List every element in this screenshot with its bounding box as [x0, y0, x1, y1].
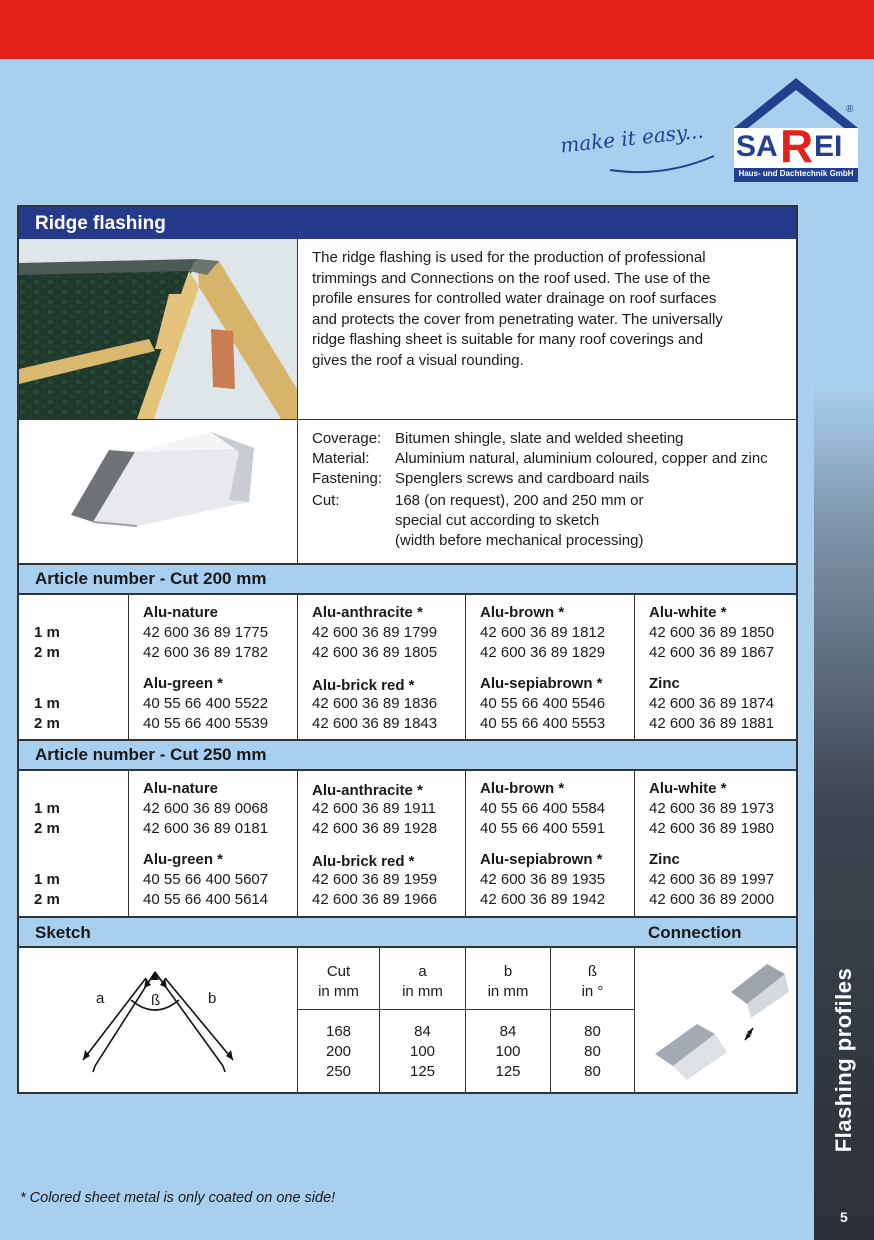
divider — [465, 595, 466, 741]
spec-material: Aluminium natural, aluminium coloured, copper and zinc — [395, 450, 768, 467]
product-name: Alu-white * — [649, 780, 727, 797]
dim-b: 125 — [495, 1063, 521, 1080]
svg-text:R: R — [780, 120, 814, 172]
product-name: Alu-sepiabrown * — [480, 851, 603, 868]
article-number: 42 600 36 89 1782 — [143, 644, 269, 661]
length-1m: 1 m — [34, 624, 60, 641]
ridge-profile-image — [19, 420, 297, 565]
svg-text:SA: SA — [736, 130, 778, 163]
article-number: 42 600 36 89 1867 — [649, 644, 775, 661]
dim-beta: 80 — [584, 1043, 601, 1060]
cut250-title: Article number - Cut 250 mm — [19, 739, 796, 771]
ridge-flashing-panel — [17, 205, 798, 1094]
spec-coverage-label: Coverage: — [312, 430, 382, 447]
spec-coverage: Bitumen shingle, slate and welded sheeting — [395, 430, 684, 447]
product-name: Alu-nature — [143, 604, 218, 621]
product-name: Alu-green * — [143, 675, 224, 692]
section-title: Ridge flashing — [19, 207, 796, 239]
product-name: Alu-anthracite * — [312, 604, 423, 621]
length-2m: 2 m — [34, 644, 60, 661]
article-number: 42 600 36 89 1881 — [649, 715, 775, 732]
article-number: 42 600 36 89 0181 — [143, 820, 269, 837]
article-number: 40 55 66 400 5539 — [143, 715, 269, 732]
article-number: 40 55 66 400 5614 — [143, 891, 269, 908]
dim-b: 100 — [495, 1043, 521, 1060]
dim-a: 100 — [409, 1043, 436, 1060]
article-number: 42 600 36 89 1812 — [480, 624, 606, 641]
dim-cut: 168 — [325, 1023, 352, 1040]
divider — [465, 771, 466, 917]
divider — [297, 1009, 634, 1010]
article-number: 42 600 36 89 1928 — [312, 820, 438, 837]
col-header-cut-unit: in mm — [318, 983, 359, 1000]
product-name: Alu-white * — [649, 604, 727, 621]
dim-beta: 80 — [584, 1023, 601, 1040]
description-line: profile ensures for controlled water drainage on roof surfaces — [312, 290, 717, 307]
dim-a: 84 — [414, 1023, 431, 1040]
col-header-b: b — [503, 963, 513, 980]
product-name: Alu-brown * — [480, 604, 565, 621]
dim-cut: 200 — [325, 1043, 352, 1060]
description-line: gives the roof a visual rounding. — [312, 351, 524, 369]
connection-title: Connection — [648, 923, 742, 942]
product-name: Alu-nature — [143, 780, 218, 797]
article-number: 42 600 36 89 1775 — [143, 624, 269, 641]
article-number: 42 600 36 89 1935 — [480, 871, 606, 888]
sketch-label-a: a — [96, 990, 105, 1007]
divider — [297, 239, 298, 565]
article-number: 42 600 36 89 1874 — [649, 695, 775, 712]
divider — [297, 771, 298, 917]
article-number: 42 600 36 89 1980 — [649, 820, 775, 837]
top-red-bar — [0, 0, 874, 59]
article-number: 42 600 36 89 1959 — [312, 871, 438, 888]
spec-material-label: Material: — [312, 450, 370, 467]
article-number: 42 600 36 89 1911 — [312, 800, 437, 817]
description-line: ridge flashing sheet is suitable for many roof coverings and — [312, 331, 704, 348]
article-number: 42 600 36 89 1843 — [312, 715, 438, 732]
col-header-a-unit: in mm — [402, 983, 443, 1000]
roof-photo — [19, 239, 297, 419]
spec-fastening-label: Fastening: — [312, 470, 383, 487]
article-number: 40 55 66 400 5546 — [480, 695, 606, 712]
brand-subtitle: Haus- und Dachtechnik GmbH — [738, 169, 854, 178]
article-number: 40 55 66 400 5591 — [480, 820, 606, 837]
product-name: Alu-sepiabrown * — [480, 675, 603, 692]
ridge-sketch — [19, 948, 297, 1092]
divider — [634, 595, 635, 741]
length-2m: 2 m — [34, 891, 60, 908]
sketch-label-b: b — [208, 990, 217, 1007]
cut200-title: Article number - Cut 200 mm — [19, 563, 796, 595]
col-header-a: a — [418, 963, 427, 980]
spec-cut-line: (width before mechanical processing) — [395, 532, 644, 549]
sarei-logo — [732, 76, 860, 186]
svg-text:EI: EI — [814, 130, 843, 163]
divider — [128, 595, 129, 741]
dim-b: 84 — [499, 1023, 517, 1040]
divider — [297, 595, 298, 741]
article-number: 42 600 36 89 1997 — [649, 871, 775, 888]
article-number: 42 600 36 89 2000 — [649, 891, 775, 908]
length-1m: 1 m — [34, 871, 60, 888]
dim-beta: 80 — [584, 1063, 601, 1080]
connection-image — [635, 948, 796, 1092]
product-name: Alu-brown * — [480, 780, 565, 797]
article-number: 42 600 36 89 1836 — [312, 695, 438, 712]
footnote: * Colored sheet metal is only coated on one side! — [20, 1190, 336, 1206]
product-name: Zinc — [649, 851, 680, 868]
col-header-beta: ß — [587, 963, 598, 980]
dim-a: 125 — [409, 1063, 436, 1080]
description — [312, 248, 792, 371]
sidebar-title: Flashing profiles — [831, 967, 856, 1153]
product-name: Zinc — [649, 675, 680, 692]
page-number: 5 — [840, 1209, 848, 1225]
slogan-swoosh — [608, 152, 718, 176]
length-1m: 1 m — [34, 695, 60, 712]
article-number: 40 55 66 400 5584 — [480, 800, 606, 817]
col-header-beta-unit: in ° — [581, 983, 604, 1000]
spec-cut-line: 168 (on request), 200 and 250 mm or — [395, 492, 644, 509]
sketch-title: Sketch — [35, 923, 91, 942]
slogan: make it easy... — [559, 118, 705, 158]
article-number: 42 600 36 89 1942 — [480, 891, 606, 908]
divider — [634, 771, 635, 917]
product-name: Alu-anthracite * — [312, 782, 423, 799]
description-line: and protects the cover from penetrating water. The universally — [312, 310, 723, 328]
divider — [128, 771, 129, 917]
spec-cut-label: Cut: — [312, 492, 340, 509]
length-2m: 2 m — [34, 820, 60, 837]
product-name: Alu-green * — [143, 851, 224, 868]
product-name: Alu-brick red * — [312, 853, 415, 870]
article-number: 42 600 36 89 1966 — [312, 891, 438, 908]
product-name: Alu-brick red * — [312, 677, 415, 694]
article-number: 42 600 36 89 1973 — [649, 800, 775, 817]
sketch-label-beta: ß — [151, 992, 161, 1009]
col-header-b-unit: in mm — [487, 983, 529, 1000]
article-number: 42 600 36 89 1850 — [649, 624, 775, 641]
description-line: The ridge flashing is used for the production of professional — [312, 249, 706, 266]
length-2m: 2 m — [34, 715, 60, 732]
article-number: 40 55 66 400 5553 — [480, 715, 606, 732]
col-header-cut: Cut — [326, 963, 351, 980]
article-number: 40 55 66 400 5607 — [143, 871, 269, 888]
spec-fastening: Spenglers screws and cardboard nails — [395, 470, 650, 487]
spec-cut-line: special cut according to sketch — [395, 512, 600, 529]
length-1m: 1 m — [34, 800, 60, 817]
article-number: 42 600 36 89 1829 — [480, 644, 606, 661]
article-number: 42 600 36 89 1799 — [312, 624, 438, 641]
article-number: 42 600 36 89 0068 — [143, 800, 269, 817]
article-number: 42 600 36 89 1805 — [312, 644, 438, 661]
description-line: trimmings and Connections on the roof used. The use of the — [312, 269, 711, 287]
dim-cut: 250 — [325, 1063, 352, 1080]
article-number: 40 55 66 400 5522 — [143, 695, 269, 712]
registered-mark: ® — [846, 104, 854, 115]
